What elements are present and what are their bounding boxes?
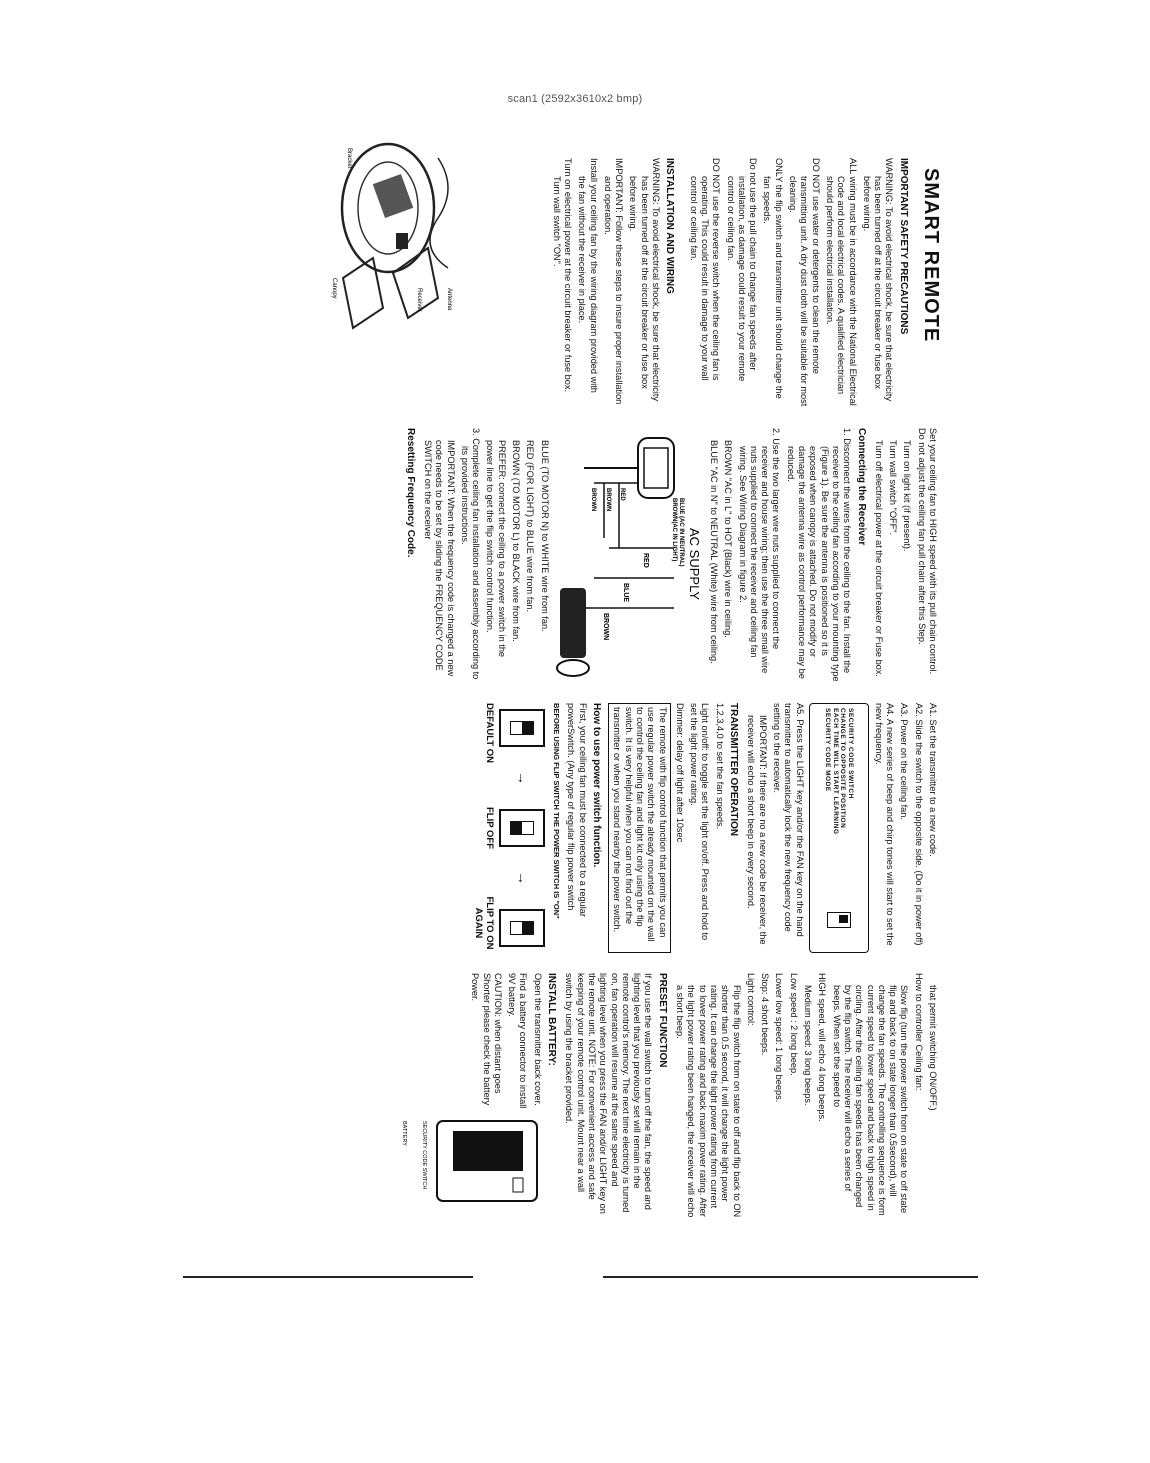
ops-text: that permit switching ON/OFF.) bbox=[928, 985, 938, 1111]
wire-label: BLUE bbox=[621, 583, 629, 603]
install-item: Turn on electrical power at the circuit breaker or fuse box. Turn wall switch "ON". bbox=[551, 158, 573, 393]
ops-text: Stop: 4 short beeps. bbox=[760, 973, 771, 1056]
flip-note: The remote with flip control function that permits you can use regular power switch the already mounted on the wall to control the ceiling fan and light kit only using the flip switch. It is very helpful when you can not find out the transmitter or when you stand nearby the power switch. bbox=[608, 703, 670, 953]
fan-mounting-figure bbox=[328, 138, 468, 358]
code-a4: A4. A new series of beep and chirp tones will start to set the new frequency. bbox=[873, 703, 896, 946]
switch-on-icon bbox=[499, 709, 545, 747]
battery-caution: CAUTION: when distant goes Shorter please check the battery Power. bbox=[470, 973, 503, 1106]
ops-text: Lower low speed: 1 long beeps. bbox=[774, 973, 785, 1103]
battery-heading: INSTALL BATTERY: bbox=[546, 973, 558, 1066]
step-2: 2. Use the two larger wire nuts supplied to connect the receiver and house wiring; then use the three small wire nuts supplied to connect the receiver and ceiling fan wiring. See Wiring Diagram in figure 2. bbox=[737, 428, 782, 674]
step-2a: BROWN "AC in L" to HOT (Black) wire in ceiling. bbox=[723, 440, 734, 638]
transmitter-heading: TRANSMITTER OPERATION bbox=[728, 703, 740, 837]
column-safety bbox=[308, 148, 942, 408]
scan-title: scan1 (2592x3610x2 bmp) bbox=[507, 93, 643, 105]
safety-item: DO NOT use water or detergents to clean the remote transmitting unit. A dry dust cloth will be suitable for most cleaning. bbox=[788, 158, 821, 407]
switch-on-icon bbox=[499, 909, 545, 947]
safety-heading: IMPORTANT SAFETY PRECAUTIONS bbox=[897, 158, 909, 335]
install-item: Install your ceiling fan by the wiring diagram provided with the fan without the receiver in place. bbox=[577, 158, 599, 393]
ops-text: Medium speed: 3 long beeps. bbox=[803, 985, 814, 1106]
prefer-note: PREFER: connect the ceiling to a power switch in the power line to get the flip switch control function. bbox=[485, 440, 507, 658]
column-operation bbox=[308, 973, 938, 1218]
bottom-rule bbox=[183, 1276, 473, 1278]
bottom-rule bbox=[603, 1276, 978, 1278]
wire-3: BROWN (TO MOTOR L) to BLACK wire from fan. bbox=[511, 440, 522, 642]
ops-text: Low speed : 2 long beep. bbox=[788, 973, 799, 1076]
step-a: Turn on light kit (if present). bbox=[902, 440, 913, 552]
wire-label: BROWN bbox=[589, 488, 596, 512]
tx-2: Light on/off: to toggle set the light on/off. Press and hold to set the light power rating. bbox=[689, 703, 711, 941]
wire-label: RED bbox=[641, 553, 649, 568]
tx-3: Dimmer: delay off light after 10sec bbox=[674, 703, 685, 843]
box-text: SECURITY CODE MODE bbox=[824, 708, 832, 792]
safety-item: Do not use the pull chain to change fan speeds after installation, as damage could result to your remote control or ceiling fan. bbox=[725, 158, 759, 382]
install-item: WARNING: To avoid electrical shock, be sure that electricity has been turned off at the circuit breaker or fuse box before wiring. bbox=[628, 158, 662, 402]
slide-switch-icon bbox=[827, 912, 851, 928]
column-transmitter bbox=[308, 703, 938, 953]
wire-label: BROWN bbox=[601, 613, 609, 641]
switch-off-icon bbox=[499, 809, 545, 847]
caption: FLIP OFF bbox=[483, 806, 495, 850]
ops-text: How to controller Ceiling fan: bbox=[913, 973, 924, 1091]
code-a5: A5. Press the LIGHT key and/or the FAN key on the hand transmitter to automatically lock the new frequency code setting to the receiver. bbox=[771, 703, 805, 937]
arrow-icon: → bbox=[514, 771, 531, 785]
safety-item: ALL wiring must be in accordance with the National Electrical Code and local electrical codes. A qualified electrician should perform electrical installation. bbox=[824, 158, 858, 406]
arrow-icon: → bbox=[514, 871, 531, 885]
diagram-sub: BLUE (AC IN NEUTRAL) bbox=[677, 498, 684, 567]
figure-label: Receiver bbox=[416, 288, 422, 312]
ops-text: Flip the flip switch from on state to off and flip back to ON shorter than 0.5 second, it will change the light power rating. It can change the light power rating from current to lower power rating and back maxim power rating. After the light power rating been hanged, the receiver will echo a short beep. bbox=[675, 985, 742, 1218]
safety-item: DO NOT use the reverse switch when the ceiling fan is operating. This could result in damage to your wall control or ceiling fan. bbox=[688, 158, 722, 381]
tx-1: 1,2,3,4,0 to set the fan speeds. bbox=[714, 703, 725, 830]
flip-switch-sequence bbox=[499, 703, 545, 953]
battery-section bbox=[393, 973, 543, 1218]
power-switch-heading: How to use power switch function. bbox=[591, 703, 603, 868]
ops-text: Slow flip (turn the power switch from on state to off state flip and back to on state longer than 0.5second), will change the fan speeds. The controlling sequence is form current speed to lower speed and back to high speed in circling. After the ceiling fan speeds has been changed by the flip switch. The receiver will echo a series of beeps. When set the speed to bbox=[831, 985, 910, 1216]
diagram-title: AC SUPPLY bbox=[686, 528, 702, 601]
wire-1: BLUE (TO MOTOR N) to WHITE wire from fan. bbox=[539, 440, 550, 632]
code-a1: A1. Set the transmitter to a new code. bbox=[928, 703, 938, 857]
before-note: BEFORE USING FLIP SWITCH THE POWER SWITCH IS "ON" bbox=[552, 703, 562, 919]
reset-heading: Resetting Frequency Code. bbox=[404, 428, 416, 558]
security-code-box bbox=[809, 703, 869, 953]
figure-label: Bracket bbox=[346, 148, 352, 169]
box-text: CHANGE TO OPPOSITE POSITION bbox=[839, 708, 847, 829]
sheet-title: SMART REMOTE bbox=[920, 168, 942, 343]
step-b: Turn wall switch "OFF". bbox=[888, 440, 899, 536]
figure-label: BATTERY bbox=[400, 1121, 407, 1146]
caption: FLIP TO ON AGAIN bbox=[472, 896, 495, 950]
code-important: IMPORTANT: If there are no a new code be receiver, the receiver will echo a short beep in every second. bbox=[746, 715, 768, 945]
instruction-sheet bbox=[308, 148, 942, 1218]
figure-label: Antenna bbox=[446, 288, 452, 311]
step-1: 1. Disconnect the wires from the ceiling to the fan. Install the receiver to the ceiling fan according to your mounting type (Figure 1). Be sure the antenna is positioned so it is exposed when canopy is attached. Do not modify or damage the antenna wire as control performance may be reduced. bbox=[785, 428, 853, 682]
diagram-sub: BROWN(AC IN LIGHT) bbox=[670, 498, 677, 562]
step-3: 3. Complete ceiling fan installation and assembly according to its provided instructions. bbox=[459, 428, 482, 680]
safety-item: WARNING: To avoid electrical shock, be sure that electricity has been turned off at the circuit breaker or fuse box before wiring. bbox=[861, 158, 895, 402]
switch-captions bbox=[472, 703, 495, 953]
important-note: IMPORTANT: When the frequency code is changed a new code needs to be set by sliding the FREQUENCY CODE SWITCH on the receiver bbox=[422, 440, 456, 677]
column-receiver bbox=[308, 428, 938, 683]
step-c: Turn off electrical power at the circuit breaker or Fuse box. bbox=[873, 440, 884, 677]
preset-heading: PRESET FUNCTION bbox=[656, 973, 668, 1068]
power-switch-text: First, your ceiling fan must be connected to a regular powerSwitch. (Any type of regular flip power switch bbox=[566, 703, 588, 917]
wiring-diagram bbox=[554, 428, 704, 678]
receiver-heading: Connecting the Receiver bbox=[855, 428, 867, 546]
install-item: IMPORTANT: Follow these steps to insure proper installation and operation. bbox=[602, 158, 625, 405]
box-text: SECURITY CODE SWITCH bbox=[846, 708, 854, 799]
caption: DEFAULT ON bbox=[483, 703, 495, 763]
ops-text: Light control: bbox=[745, 973, 756, 1026]
battery-text: Find a battery connector to install 9V battery. bbox=[507, 973, 529, 1109]
ops-text: HIGH speed, will echo 4 long beeps. bbox=[817, 973, 828, 1122]
wire-label: RED bbox=[618, 488, 625, 501]
step-intro: Set your ceiling fan to HIGH speed with its pull chain control. Do not adjust the ceiling fan pull chain after this Step. bbox=[916, 428, 938, 675]
install-heading: INSTALLATION AND WIRING bbox=[664, 158, 676, 294]
battery-text: Open the transmitter back cover. bbox=[532, 973, 543, 1106]
box-text: EACH TIME WILL START LEARNING bbox=[831, 708, 839, 835]
step-2b: BLUE "AC in N" to NEUTRAL (White) wire from ceiling. bbox=[708, 440, 719, 664]
wire-2: RED (FOR LIGHT) to BLUE wire from fan. bbox=[525, 440, 536, 613]
code-a2: A2. Slide the switch to the opposite side. (Do it in power off) bbox=[913, 703, 924, 946]
figure-label: SECURITY CODE SWITCH bbox=[420, 1121, 427, 1190]
figure-label: Canopy bbox=[331, 278, 337, 299]
preset-text: If you use the wall switch to turn off the fan, the speed and lighting level that you previously set will remain in the remote control's memory. The next time electricity is turned on, fan operation will resume at the same speed and lighting level when you press the FAN and/or LIGHT key on the remote unit. NOTE: For convenient access and safe keeping of your remote control unit. Mount near a wall switch by using the bracket provided. bbox=[564, 973, 654, 1214]
safety-item: ONLY the flip switch and transmitter unit should change the fan speeds. bbox=[762, 158, 784, 399]
code-a3: A3. Power on the ceiling fan. bbox=[899, 703, 910, 820]
wire-label: BROWN bbox=[604, 488, 611, 512]
battery-figure bbox=[393, 1113, 543, 1213]
